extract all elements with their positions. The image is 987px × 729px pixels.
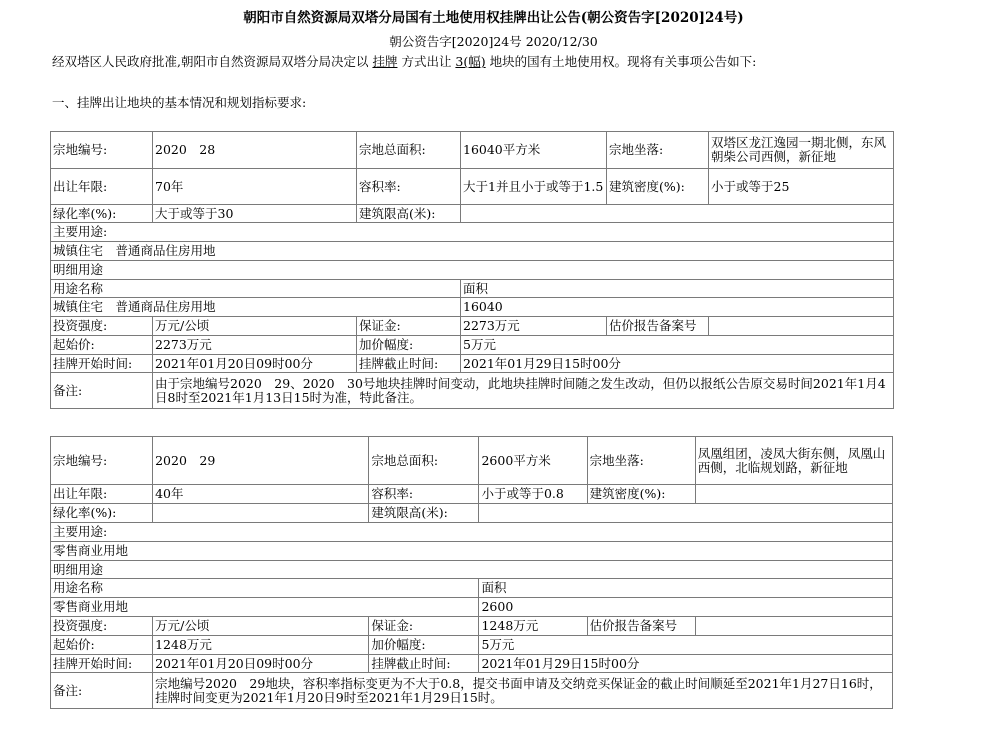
- label-parcel-no: 宗地编号:: [51, 437, 153, 485]
- label-use-name: 用途名称: [51, 579, 479, 598]
- green: 大于或等于30: [153, 205, 357, 223]
- label-remark: 备注:: [51, 373, 153, 409]
- use-name: 零售商业用地: [51, 598, 479, 617]
- label-remark: 备注:: [51, 673, 153, 709]
- intro-count: 3(幅): [455, 54, 486, 69]
- location: 凤凰组团，凌凤大街东侧，凤凰山西侧，北临规划路，新征地: [695, 437, 892, 485]
- term: 40年: [153, 485, 369, 504]
- label-total-area: 宗地总面积:: [357, 132, 461, 169]
- label-area: 面积: [461, 280, 894, 298]
- remark: 宗地编号2020 29地块，容积率指标变更为不大于0.8，提交书面申请及交纳竞买保证金的截止时间顺延至2021年1月27日16时，挂牌时间变更为2021年1月20日9时至2021年1月29日15时。: [153, 673, 893, 709]
- document-number-date: 朝公资告字[2020]24号 2020/12/30: [389, 34, 598, 49]
- intro-text-1: 经双塔区人民政府批准,朝阳市自然资源局双塔分局决定以: [52, 54, 373, 69]
- density: 小于或等于25: [709, 169, 894, 205]
- label-invest: 投资强度:: [51, 317, 153, 336]
- label-start-time: 挂牌开始时间:: [51, 655, 153, 673]
- term: 70年: [153, 169, 357, 205]
- parcel-table-1: [50, 131, 894, 409]
- label-use-name: 用途名称: [51, 280, 461, 298]
- main-use: 城镇住宅 普通商品住房用地: [51, 242, 894, 261]
- label-area: 面积: [479, 579, 893, 598]
- main-use: 零售商业用地: [51, 542, 893, 561]
- height: [479, 504, 893, 523]
- label-end-time: 挂牌截止时间:: [357, 355, 461, 373]
- use-name: 城镇住宅 普通商品住房用地: [51, 298, 461, 317]
- label-location: 宗地坐落:: [607, 132, 709, 169]
- label-term: 出让年限:: [51, 485, 153, 504]
- total-area: 2600平方米: [479, 437, 587, 485]
- label-invest: 投资强度:: [51, 617, 153, 636]
- label-location: 宗地坐落:: [587, 437, 695, 485]
- label-green: 绿化率(%):: [51, 205, 153, 223]
- increment: 5万元: [461, 336, 894, 355]
- intro-text-2: 方式出让: [397, 54, 456, 69]
- intro-method: 挂牌: [372, 54, 398, 69]
- far: 大于1并且小于或等于1.5: [461, 169, 607, 205]
- start-price: 2273万元: [153, 336, 357, 355]
- invest-unit: 万元/公顷: [153, 617, 369, 636]
- label-detail-use: 明细用途: [51, 561, 893, 579]
- increment: 5万元: [479, 636, 893, 655]
- label-density: 建筑密度(%):: [587, 485, 695, 504]
- label-main-use: 主要用途:: [51, 523, 893, 542]
- page-title: 朝阳市自然资源局双塔分局国有土地使用权挂牌出让公告(朝公资告字[2020]24号): [243, 10, 744, 26]
- intro-paragraph: [52, 52, 756, 70]
- deposit: 1248万元: [479, 617, 587, 636]
- label-total-area: 宗地总面积:: [369, 437, 479, 485]
- label-height: 建筑限高(米):: [369, 504, 479, 523]
- invest-unit: 万元/公顷: [153, 317, 357, 336]
- label-parcel-no: 宗地编号:: [51, 132, 153, 169]
- label-end-time: 挂牌截止时间:: [369, 655, 479, 673]
- label-start-time: 挂牌开始时间:: [51, 355, 153, 373]
- density: [695, 485, 892, 504]
- intro-text-3: 地块的国有土地使用权。现将有关事项公告如下:: [485, 54, 757, 69]
- use-area: 16040: [461, 298, 894, 317]
- appraisal: [695, 617, 892, 636]
- label-appraisal: 估价报告备案号: [587, 617, 695, 636]
- remark: 由于宗地编号2020 29、2020 30号地块挂牌时间变动，此地块挂牌时间随之发生改动，但仍以报纸公告原交易时间2021年1月4日8时至2021年1月13日15时为准，特此备注。: [153, 373, 894, 409]
- start-price: 1248万元: [153, 636, 369, 655]
- label-appraisal: 估价报告备案号: [607, 317, 709, 336]
- label-start-price: 起始价:: [51, 636, 153, 655]
- label-deposit: 保证金:: [369, 617, 479, 636]
- parcel-table-2: [50, 436, 893, 709]
- parcel-no: 2020 29: [153, 437, 369, 485]
- label-main-use: 主要用途:: [51, 223, 894, 242]
- label-increment: 加价幅度:: [369, 636, 479, 655]
- label-increment: 加价幅度:: [357, 336, 461, 355]
- label-term: 出让年限:: [51, 169, 153, 205]
- label-height: 建筑限高(米):: [357, 205, 461, 223]
- start-time: 2021年01月20日09时00分: [153, 655, 369, 673]
- appraisal: [709, 317, 894, 336]
- height: [461, 205, 894, 223]
- label-start-price: 起始价:: [51, 336, 153, 355]
- far: 小于或等于0.8: [479, 485, 587, 504]
- use-area: 2600: [479, 598, 893, 617]
- section-heading: 一、挂牌出让地块的基本情况和规划指标要求:: [52, 95, 307, 110]
- label-green: 绿化率(%):: [51, 504, 153, 523]
- start-time: 2021年01月20日09时00分: [153, 355, 357, 373]
- parcel-no: 2020 28: [153, 132, 357, 169]
- end-time: 2021年01月29日15时00分: [479, 655, 893, 673]
- end-time: 2021年01月29日15时00分: [461, 355, 894, 373]
- label-far: 容积率:: [369, 485, 479, 504]
- location: 双塔区龙江逸园一期北侧，东风朝柴公司西侧，新征地: [709, 132, 894, 169]
- deposit: 2273万元: [461, 317, 607, 336]
- total-area: 16040平方米: [461, 132, 607, 169]
- label-deposit: 保证金:: [357, 317, 461, 336]
- label-detail-use: 明细用途: [51, 261, 894, 280]
- label-density: 建筑密度(%):: [607, 169, 709, 205]
- green: [153, 504, 369, 523]
- label-far: 容积率:: [357, 169, 461, 205]
